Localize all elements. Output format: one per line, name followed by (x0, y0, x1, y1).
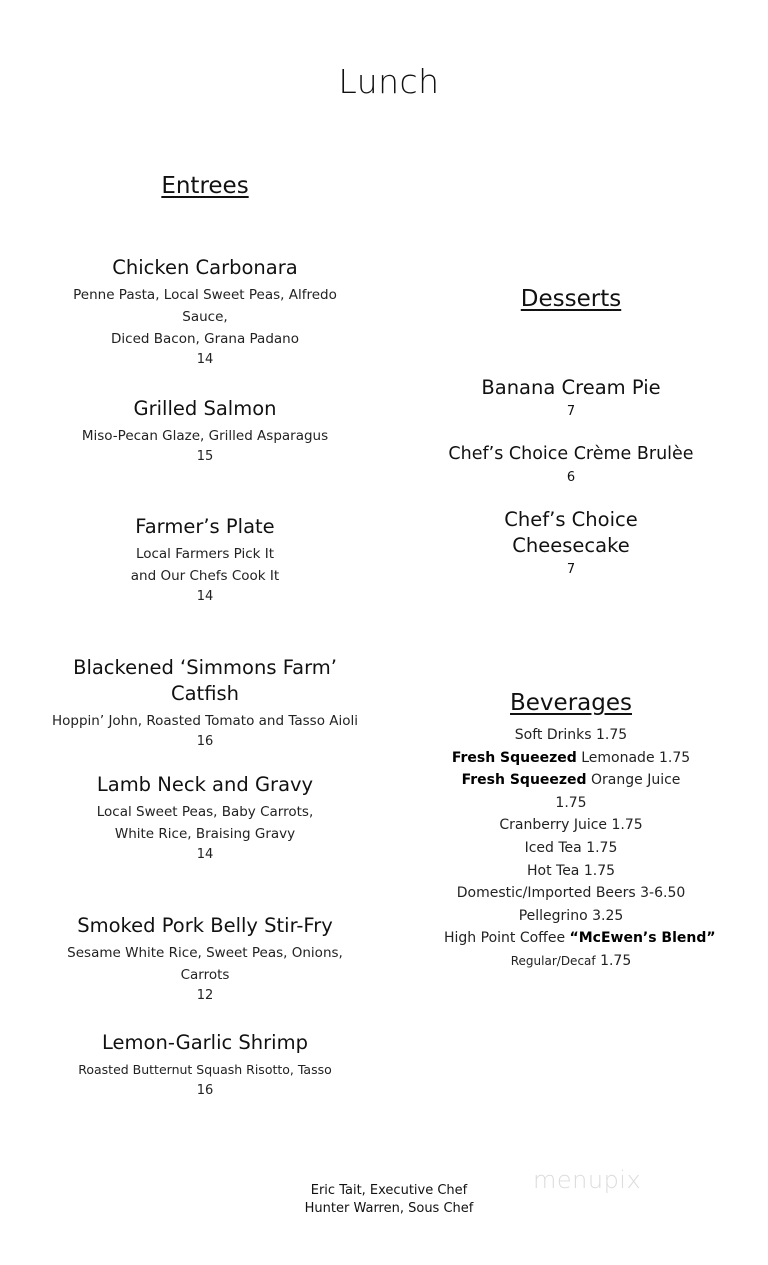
dessert-price: 6 (566, 470, 576, 485)
entree-item (52, 396, 358, 467)
entree-name: Grilled Salmon (133, 397, 277, 420)
dessert-name: Chef’s Choice Cheesecake (504, 508, 638, 557)
entree-name: Smoked Pork Belly Stir-Fry (77, 914, 333, 937)
entree-price: 14 (196, 847, 214, 862)
dessert-item (444, 375, 698, 423)
entrees-heading: Entrees (161, 173, 249, 199)
entree-name: Blackened ‘Simmons Farm’ Catfish (73, 656, 337, 705)
entree-price: 14 (196, 589, 214, 604)
entree-item (52, 772, 358, 865)
staff-credits (0, 1182, 768, 1218)
entree-description: White Rice, Braising Gravy (114, 826, 296, 842)
beverages-heading: Beverages (510, 690, 632, 716)
entree-price: 16 (196, 1083, 214, 1098)
desserts-heading: Desserts (520, 286, 622, 312)
dessert-item (444, 441, 698, 489)
entree-description: Miso-Pecan Glaze, Grilled Asparagus (81, 428, 329, 444)
entree-description: and Our Chefs Cook It (130, 568, 280, 584)
entree-description: Local Farmers Pick It (135, 546, 275, 562)
entree-description: Penne Pasta, Local Sweet Peas, Alfredo Sauce, (73, 287, 337, 325)
beverage-list (444, 724, 716, 973)
entree-item (52, 1030, 358, 1101)
entree-description: Sesame White Rice, Sweet Peas, Onions, Carrots (67, 945, 343, 983)
entree-name: Farmer’s Plate (135, 515, 275, 538)
entree-item (52, 913, 358, 1006)
menu-title: Lunch (338, 62, 440, 101)
beverage-coffee-options: Regular/Decaf 1.75 (510, 952, 632, 969)
entree-price: 12 (196, 988, 214, 1003)
beverage-pellegrino: Pellegrino 3.25 (518, 907, 624, 924)
beverage-coffee: High Point Coffee “McEwen’s Blend” (444, 930, 716, 947)
entree-name: Lamb Neck and Gravy (96, 773, 314, 796)
sous-chef: Hunter Warren, Sous Chef (304, 1201, 474, 1216)
entree-description: Diced Bacon, Grana Padano (111, 331, 299, 347)
entree-description: Hoppin’ John, Roasted Tomato and Tasso Aioli (52, 713, 358, 729)
entree-price: 16 (196, 734, 214, 749)
dessert-price: 7 (566, 562, 576, 577)
dessert-name: Chef’s Choice Crème Brulèe (448, 444, 694, 464)
watermark: menupix (533, 1166, 642, 1194)
dessert-price: 7 (566, 404, 576, 419)
beverage-orange-juice: Fresh Squeezed Orange Juice 1.75 (461, 772, 681, 811)
entree-price: 15 (196, 449, 214, 464)
beverage-iced-tea: Iced Tea 1.75 (524, 839, 618, 856)
entree-item (52, 655, 358, 752)
beverage-beers: Domestic/Imported Beers 3-6.50 (456, 885, 686, 902)
beverage-cranberry: Cranberry Juice 1.75 (499, 817, 643, 834)
beverage-hot-tea: Hot Tea 1.75 (526, 862, 616, 879)
entree-name: Lemon-Garlic Shrimp (102, 1031, 308, 1054)
executive-chef: Eric Tait, Executive Chef (310, 1183, 468, 1198)
entree-description: Local Sweet Peas, Baby Carrots, (96, 804, 314, 820)
entree-description: Roasted Butternut Squash Risotto, Tasso (78, 1062, 332, 1077)
entree-item (52, 514, 358, 607)
dessert-item (444, 507, 698, 581)
entree-item (52, 255, 358, 370)
entree-name: Chicken Carbonara (112, 256, 298, 279)
dessert-name: Banana Cream Pie (481, 376, 661, 399)
entree-price: 14 (196, 352, 214, 367)
beverage-lemonade: Fresh Squeezed Lemonade 1.75 (451, 749, 691, 766)
beverage-soft-drinks: Soft Drinks 1.75 (514, 727, 628, 743)
